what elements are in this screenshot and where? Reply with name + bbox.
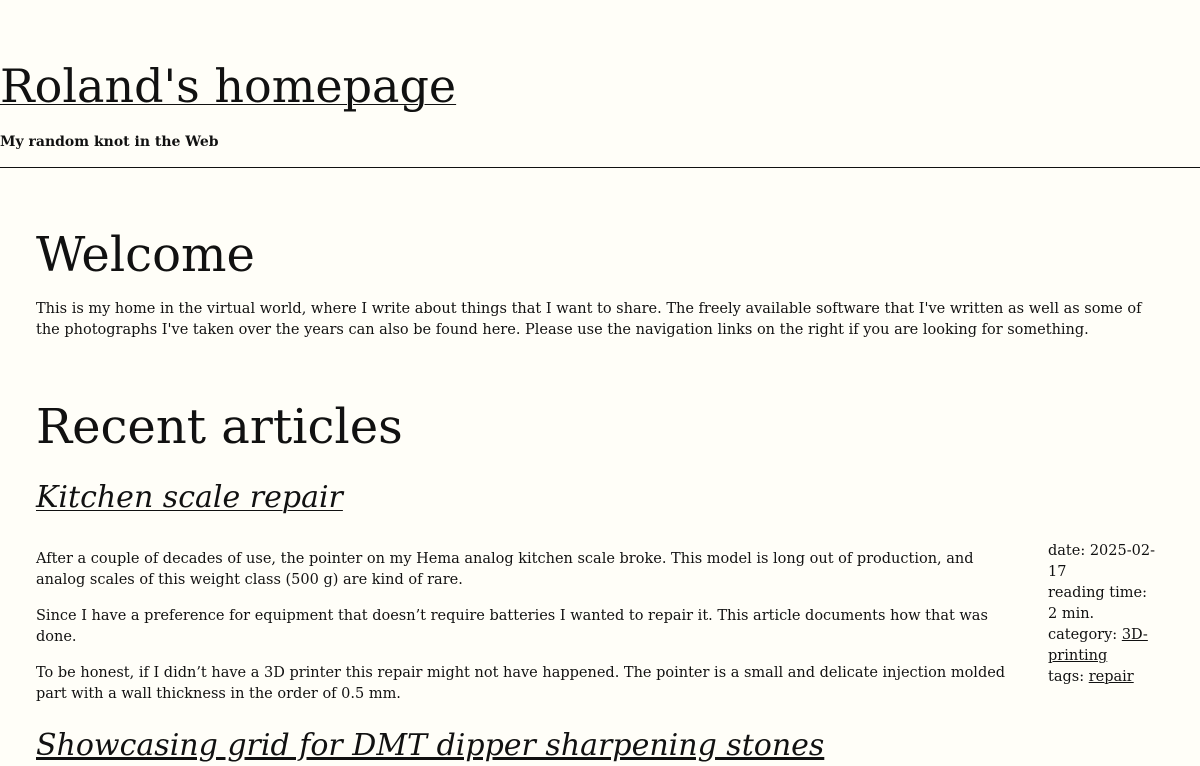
article-reading-time: reading time: 2 min. <box>1048 585 1147 622</box>
home-link[interactable]: Roland's homepage <box>0 59 457 113</box>
next-article-title <box>36 726 824 766</box>
article-category <box>1048 625 1158 667</box>
tags-label: tags: <box>1048 669 1089 685</box>
article-title-link[interactable]: Kitchen scale repair <box>36 480 343 515</box>
welcome-text: This is my home in the virtual world, where I write about things that I want to share. The freely available software that I've written as well as some of the photographs I've taken over the years can also be found here. Please use the navigation links on the right if you are looking for something. <box>36 301 1142 338</box>
category-link[interactable]: 3D-printing <box>1048 627 1148 664</box>
article-summary <box>36 549 1026 720</box>
article-tags <box>1048 667 1158 688</box>
category-label: category: <box>1048 627 1122 643</box>
site-title <box>0 56 456 116</box>
welcome-heading: Welcome <box>36 227 255 283</box>
next-article-title-link[interactable]: Showcasing grid for DMT dipper sharpening stones <box>36 728 825 763</box>
article-paragraph: To be honest, if I didn’t have a 3D printer this repair might not have happened. The pointer is a small and delicate injection molded part with a wall thickness in the order of 0.5 mm. <box>36 665 1006 702</box>
site-header <box>0 0 1200 168</box>
recent-articles-heading: Recent articles <box>36 399 403 455</box>
article-paragraph: After a couple of decades of use, the pointer on my Hema analog kitchen scale broke. This model is long out of production, and analog scales of this weight class (500 g) are kind of rare. <box>36 551 974 588</box>
tag-link[interactable]: repair <box>1088 669 1134 685</box>
site-subtitle: My random knot in the Web <box>0 134 219 150</box>
article-paragraph: Since I have a preference for equipment that doesn’t require batteries I wanted to repair it. This article documents how that was done. <box>36 608 988 645</box>
article-title <box>36 478 343 518</box>
article-date: date: 2025-02-17 <box>1048 543 1155 580</box>
article-meta <box>1048 541 1158 688</box>
